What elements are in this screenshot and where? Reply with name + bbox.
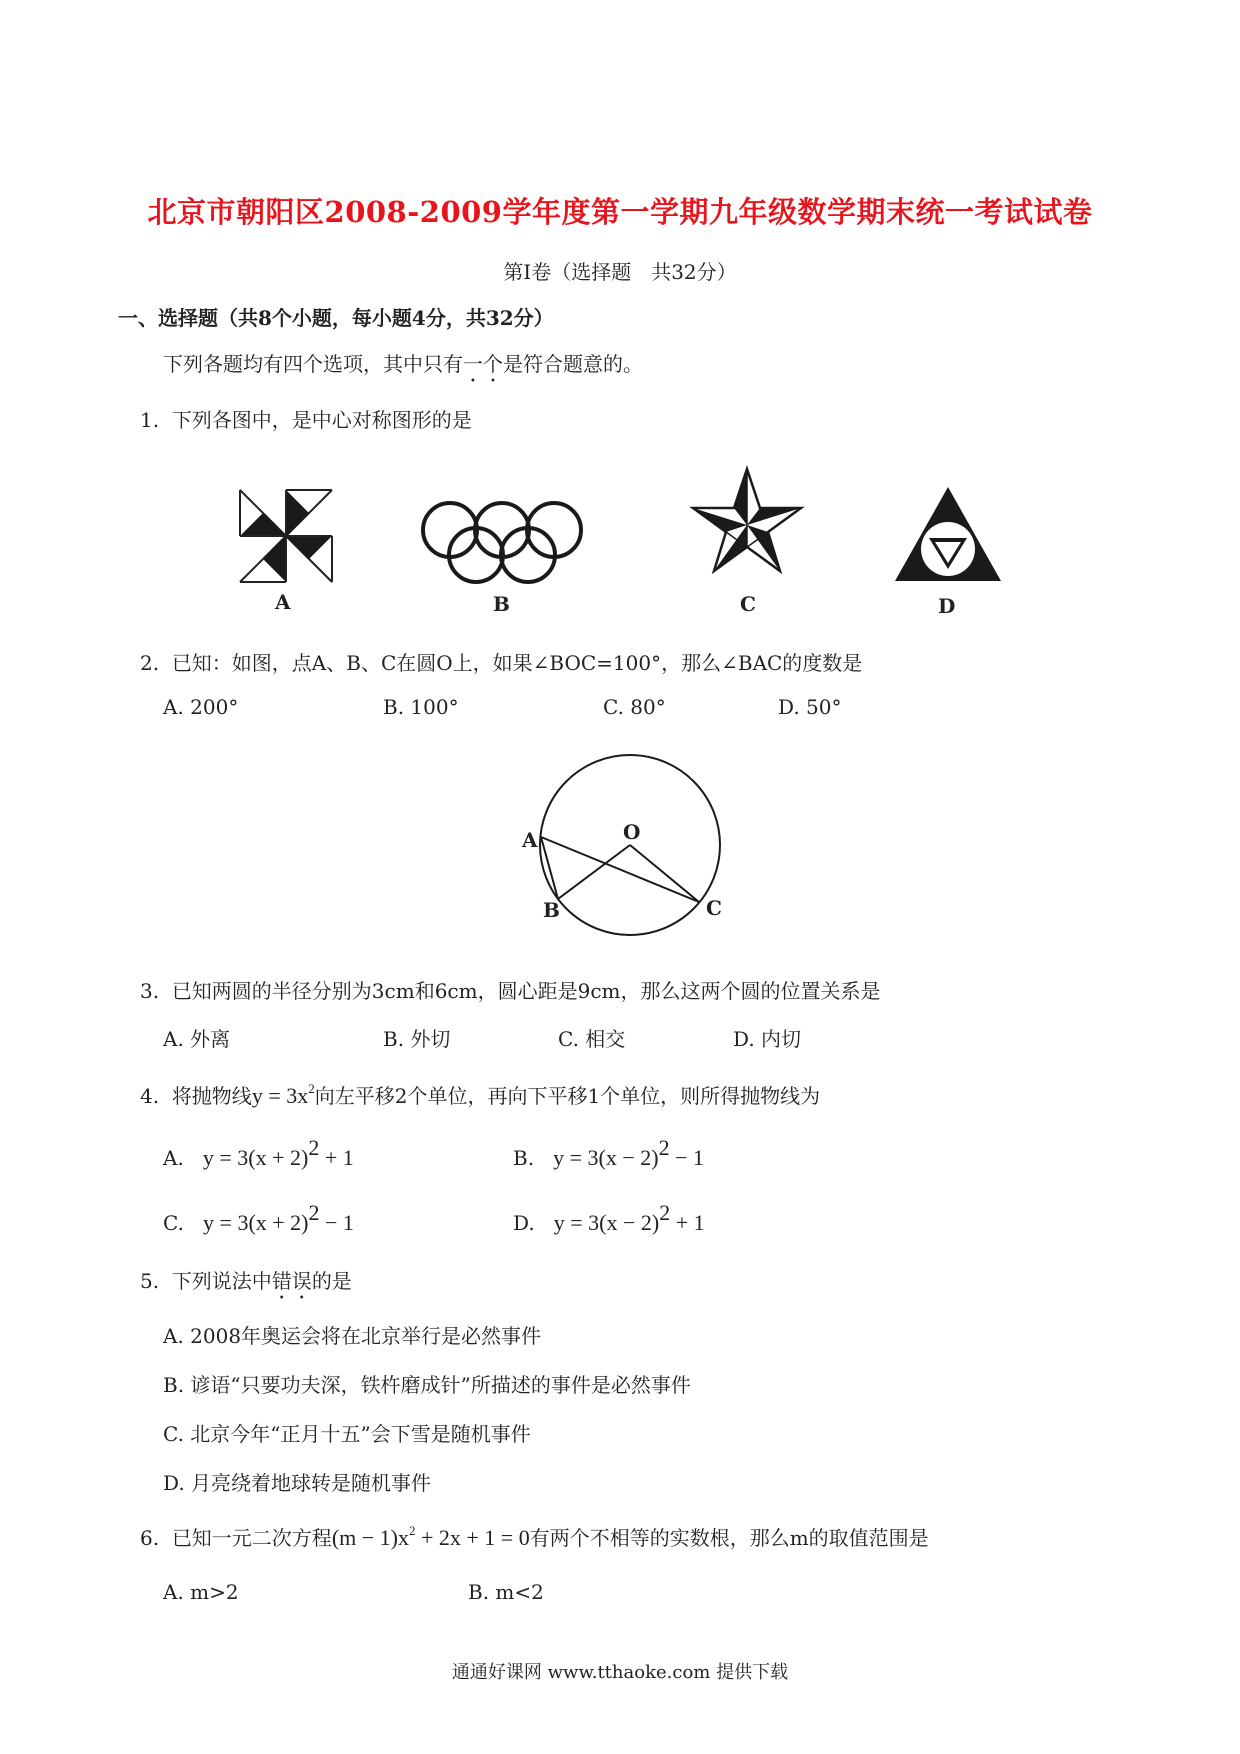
q1-label-d: D [938,594,956,618]
q4-text-after: 向左平移2个单位，再向下平移1个单位，则所得抛物线为 [314,1084,821,1108]
instruction-before: 下列各题均有四个选项，其中只有 [163,352,463,376]
q4-option-b-letter: B. [513,1146,535,1170]
q6-text-after: 有两个不相等的实数根，那么m的取值范围是 [529,1526,929,1550]
q6-formula-tail: + 2x + 1 = 0 [415,1525,530,1550]
q4-formula-exp: 2 [308,1081,315,1096]
q4-option-a-exp: 2 [308,1135,320,1160]
q4-option-a-expr: y = 3(x + 2) [202,1145,309,1170]
q6-text-before: 已知一元二次方程 [171,1526,332,1550]
instruction-after: 是符合题意的。 [503,352,643,376]
q4-option-a-tail: + 1 [319,1145,354,1170]
q4-option-c-expr: y = 3(x + 2) [203,1210,309,1235]
q5-option-d: D. 月亮绕着地球转是随机事件 [163,1471,432,1495]
q2-option-b: B. 100° [383,695,459,719]
q4-option-d-letter: D. [513,1211,535,1235]
q3-option-c: C. 相交 [558,1027,626,1051]
q4-option-c [163,1200,354,1236]
q4-option-d-exp: 2 [659,1200,671,1225]
q4-option-b [513,1135,705,1171]
q1-text: 下列各图中，是中心对称图形的是 [171,408,472,432]
question-1 [140,404,472,433]
question-6 [140,1522,929,1551]
diagram-label-b: B [543,898,560,922]
page-footer: 通通好课网 www.tthaoke.com 提供下载 [451,1662,789,1683]
q4-option-b-tail: − 1 [669,1145,705,1170]
q2-option-a: A. 200° [163,695,239,719]
q4-option-b-expr: y = 3(x − 2) [553,1145,659,1170]
q4-option-c-letter: C. [163,1211,184,1235]
q2-number: 2. [140,651,160,675]
q2-text: 已知：如图，点A、B、C在圆O上，如果∠BOC=100°，那么∠BAC的度数是 [171,651,863,675]
exam-title: 北京市朝阳区2008-2009学年度第一学期九年级数学期末统一考试试卷 [147,195,1093,229]
diagram-label-a: A [522,828,538,852]
q6-option-a: A. m>2 [163,1580,239,1604]
q6-option-b: B. m<2 [468,1580,544,1604]
q5-text-before: 下列说法中 [171,1269,272,1293]
question-2 [140,647,862,676]
q3-text: 已知两圆的半径分别为3cm和6cm，圆心距是9cm，那么这两个圆的位置关系是 [171,979,881,1003]
q5-option-c: C. 北京今年“正月十五”会下雪是随机事件 [163,1422,531,1446]
pinwheel-icon [240,490,332,582]
q6-formula-base: (m − 1)x [331,1525,409,1550]
question-5 [140,1265,352,1304]
q4-option-d [513,1200,705,1236]
q4-option-c-tail: − 1 [319,1210,354,1235]
q1-label-c: C [740,592,756,616]
question-3 [140,975,880,1004]
q2-option-d: D. 50° [778,695,842,719]
instruction-emphasis: 一个 [463,352,503,376]
five-point-star-icon [687,465,807,585]
question-4 [140,1080,820,1109]
triangle-circle-icon [893,485,1003,585]
diagram-label-c: C [706,896,722,920]
q4-formula-base: y = 3x [251,1083,309,1108]
q6-number: 6. [140,1526,160,1550]
part-subtitle: 第Ⅰ卷（选择题 共32分） [503,260,737,284]
q3-number: 3. [140,979,160,1003]
q5-option-b: B. 谚语“只要功夫深，铁杵磨成针”所描述的事件是必然事件 [163,1373,691,1397]
q4-option-c-exp: 2 [308,1200,320,1225]
q4-option-d-tail: + 1 [670,1210,705,1235]
q3-option-d: D. 内切 [733,1027,802,1051]
q6-formula-exp: 2 [408,1523,416,1538]
olympic-rings-icon [420,500,585,585]
q4-formula [252,1083,315,1108]
q5-emphasis: 错误 [271,1269,312,1293]
q4-option-b-exp: 2 [658,1135,670,1160]
diagram-label-o: O [623,820,641,844]
q1-number: 1. [140,408,160,432]
q4-option-a [163,1135,354,1171]
q2-option-c: C. 80° [603,695,666,719]
instruction-text [163,348,643,387]
q1-label-b: B [493,592,510,616]
q1-label-a: A [275,590,291,614]
q4-number: 4. [140,1084,160,1108]
q4-option-d-expr: y = 3(x − 2) [553,1210,660,1235]
q5-option-a: A. 2008年奥运会将在北京举行是必然事件 [163,1324,542,1348]
q4-option-a-letter: A. [163,1146,184,1170]
q5-number: 5. [140,1269,160,1293]
q3-option-a: A. 外离 [163,1027,231,1051]
q4-text-before: 将抛物线 [171,1084,252,1108]
section-heading: 一、选择题（共8个小题，每小题4分，共32分） [118,306,554,330]
q6-formula [332,1525,530,1550]
q5-text-after: 的是 [311,1269,352,1293]
q3-option-b: B. 外切 [383,1027,451,1051]
